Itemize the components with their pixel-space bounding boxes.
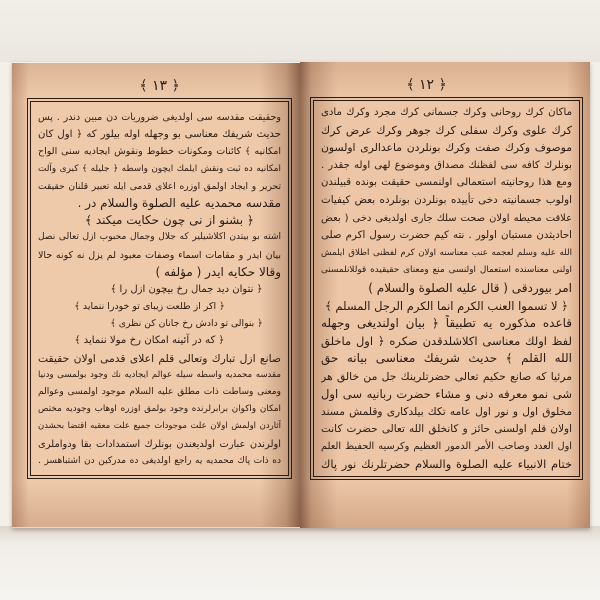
hadith-quote: ﴿ لا تسموا العنب الكرم انما الكرم الرجل المسلم ﴾ (324, 298, 569, 313)
text-line: امكان واكوان برابرلرنده وجود بولمق اوزره اوهاب وجوديه مختص (38, 404, 281, 415)
text-line: بيان ايدر و مقامات اسماء وصفات معبود لم يزل نه كونه حالا (38, 249, 281, 261)
text-line: ومعنى وساطت ذات مطلق عليه السلام موجود اولمسى وعوالم (38, 387, 281, 397)
text-line: اولنى معناسنده استعمال اولنسى منع ومعناى حقيقيده قوللانلمسنى (321, 265, 572, 276)
background-bottom (0, 526, 600, 600)
text-line: حديث شريفك معناسى بو وجهله اوله بيلور كه ﴿ اول كان (38, 129, 281, 141)
page-number: ﴿ ١٢ ﴾ (406, 77, 447, 93)
open-book (12, 62, 590, 528)
text-line: وحقيقت مقدسه سى اولديغى ضروريات دن مبين دندر . پس (38, 112, 281, 123)
text-line: لفظ اولك معناسى اكلاشلدقدن صكره ﴿ اول ماخلق (321, 333, 572, 348)
right-page (300, 62, 590, 528)
text-line: علاقت محيطه اولان صحت سلك جارى اولديغى دخى ( بعض (321, 212, 572, 224)
poem-verse: ﴿ بنوالى تو دادش رخ جانان كن نظرى ﴾ (110, 318, 263, 330)
text-line: ده ذات پاك محمديه يه راجع اولديغى ده مدركين دن اشتباهسز . (38, 455, 281, 466)
text-line: آثاردن اولمش اولان علت موجودات جميع علت معقبه اقتضا بحشدن (38, 421, 281, 432)
text-line: ماكان كرك روحانى وكرك جسمانى كرك مجرد وكرك مادى (321, 107, 572, 118)
text-frame (27, 98, 292, 479)
text-line: وقالا حكايه ايدر ( مؤلفه ) (155, 264, 281, 279)
text-line: اولان قلم اولسنى حائز و كانخلق الله تعالى حضرت كانت (321, 422, 572, 435)
page-number: ﴿ ١٣ ﴾ (139, 78, 180, 94)
text-line: الله عليه وسلم لعجمه عنب معناسنه اولان كرم لفظنى اطلاق ايلمش (321, 247, 572, 258)
text-line: اولرندن عبارت اولديغندن بونلرك استمدادات بقا ودواملرى (38, 438, 281, 450)
text-line: الله القلم ﴾ حديث شريفك معناسى بيانه حق (321, 351, 572, 366)
text-line: اشته بو بيتدن اكلاشيلير كه جلال وجمال محبوب ازل تعالى نصل (38, 232, 281, 243)
text-line: شى نمو معرفه دنى و مشاء حضرت ربانيه سى اول (321, 386, 572, 401)
text-line: مقدسه محمديه واسطه سيله عوالم ايجاديه نك وجود بولمسى ودنيا (38, 369, 281, 380)
text-line: امر بيوردقى ( قال عليه الصلوة والسلام ) (368, 280, 572, 295)
text-line: امكانيه ﴾ كائنات ومكونات خطوط ونقوش ايجاديه سنى الواح (38, 146, 281, 158)
left-page (12, 63, 300, 527)
background-top (0, 0, 600, 62)
text-line: امكانيه ده ثبت ونقش ايلمك ايچون واسطه ﴿ جليله ﴾ كبرى وآلت (38, 163, 281, 174)
text-line: تحرير و ايجاد اولمق اوزره اعلاى قدمى ايله تعبير قلنان حقيقت (38, 180, 281, 192)
text-line: بونلرك كافه سى لفظنك مصداق وموضوع لهى اوله جقدر . (321, 159, 572, 171)
poem-verse: ﴿ نتوان ديد جمال رخ بيچون ازل را ﴾ (110, 283, 263, 295)
poem-verse: ﴿ كه در آئينه امكان رخ مولا ننمايد ﴾ (74, 335, 225, 347)
text-line: مقدسه محمديه عليه الصلوة والسلام در . (77, 195, 281, 210)
text-line: موصوف وكرك صفت وكرك بونلردن ماعدالرى اولسون (321, 141, 572, 155)
text-line: اولوب جسمانيته دخى تأييده بونلردن بونلرده بعض كيفيات (321, 193, 572, 206)
text-line: قاعده مذكوره يه تطبيقاً ﴿ بيان اولنديغى وجهله (321, 316, 572, 331)
text-line: مرئيا كه صانع حكيم تعالى حضرتلرينك جل من خالق هر (321, 369, 572, 383)
quoted-verse: ﴿ بشنو از نى چون حكايت ميكند ﴾ (85, 213, 254, 228)
text-line: مخلوق اول و نور اول عامه تكك بيلدكارى وقلمش مسند (321, 405, 572, 419)
text-line: صانع ازل تبارك وتعالى قلم اعلاى قدمى اولان حقيقت (38, 351, 281, 365)
text-line: اول العدد وصاحب الأمر الدمور العظيم وكرسيه الحفيظ العلم (321, 441, 572, 453)
text-line: ومع هذا روحانيته استعمالى اولنمسى حقيقت بونده قبيلندن (321, 177, 572, 189)
text-line: ختام الانبياء عليه الصلوة والسلام حضرتلرنك نور پاك (321, 456, 572, 471)
text-line: احاديثدن مستبان اولور . نته كيم حضرت رسول اكرم صلى (321, 230, 572, 242)
text-line: كرك علوى وكرك سفلى كرك جوهر وكرك عرض كرك (321, 123, 572, 137)
text-frame (310, 97, 583, 480)
poem-verse: ﴿ اكر از طلعت زيباى تو خودرا ننمايد ﴾ (74, 301, 225, 313)
